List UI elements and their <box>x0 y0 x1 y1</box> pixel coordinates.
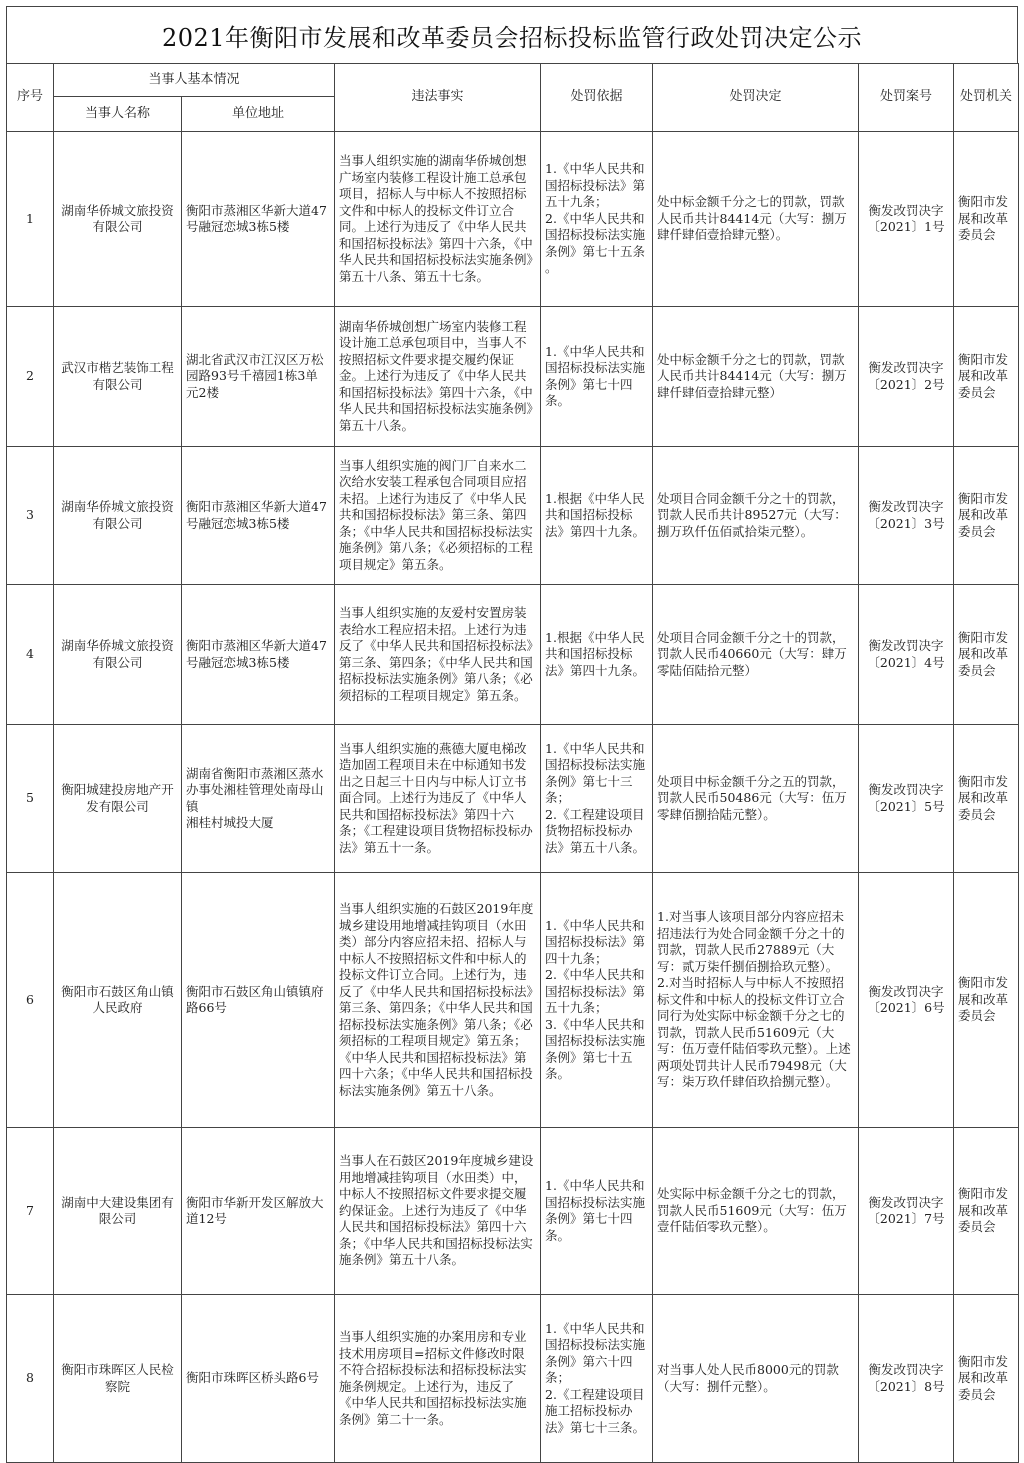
cell-authority: 衡阳市发展和改革委员会 <box>954 132 1019 307</box>
cell-decision: 处项目中标金额千分之五的罚款，罚款人民币50486元（大写：伍万零肆佰捌拾陆元整）。 <box>653 725 859 873</box>
header-party-group: 当事人基本情况 <box>54 64 335 97</box>
header-basis: 处罚依据 <box>541 64 653 132</box>
cell-case-no: 衡发改罚决字〔2021〕2号 <box>859 307 954 447</box>
cell-party-name: 湖南华侨城文旅投资有限公司 <box>54 132 182 307</box>
cell-authority: 衡阳市发展和改革委员会 <box>954 447 1019 585</box>
cell-party-name: 衡阳市石鼓区角山镇人民政府 <box>54 873 182 1128</box>
cell-case-no: 衡发改罚决字〔2021〕6号 <box>859 873 954 1128</box>
cell-facts: 当事人组织实施的友爱村安置房装表给水工程应招未招。上述行为违反了《中华人民共和国招标投标法》第三条、第四条；《中华人民共和国招标投标法实施条例》第八条；《必须招标的工程项目规定》第五条。 <box>335 585 541 725</box>
cell-authority: 衡阳市发展和改革委员会 <box>954 1295 1019 1463</box>
cell-decision: 处项目合同金额千分之十的罚款，罚款人民币40660元（大写：肆万零陆佰陆拾元整） <box>653 585 859 725</box>
cell-case-no: 衡发改罚决字〔2021〕4号 <box>859 585 954 725</box>
cell-address: 衡阳市石鼓区角山镇镇府路66号 <box>182 873 335 1128</box>
cell-case-no: 衡发改罚决字〔2021〕5号 <box>859 725 954 873</box>
header-case-no: 处罚案号 <box>859 64 954 132</box>
cell-facts: 当事人组织实施的湖南华侨城创想广场室内装修工程设计施工总承包项目，招标人与中标人不按照招标文件和中标人的投标文件订立合同。上述行为违反了《中华人民共和国招标投标法》第四十六条，《中华人民共和国招标投标法实施条例》第五十八条、第五十七条。 <box>335 132 541 307</box>
table-row <box>7 725 1019 873</box>
cell-basis: 1.《中华人民共和国招标投标法实施条例》第七十四条。 <box>541 307 653 447</box>
cell-party-name: 湖南华侨城文旅投资有限公司 <box>54 447 182 585</box>
cell-basis: 1.《中华人民共和国招标投标法实施条例》第六十四条； 2.《工程建设项目施工招标投标办法》第七十三条。 <box>541 1295 653 1463</box>
cell-party-name: 武汉市楷艺装饰工程有限公司 <box>54 307 182 447</box>
table-row <box>7 585 1019 725</box>
cell-address: 湖南省衡阳市蒸湘区蒸水办事处湘桂管理处南母山镇 湘桂村城投大厦 <box>182 725 335 873</box>
cell-basis: 1.《中华人民共和国招标投标法实施条例》第七十三条； 2.《工程建设项目货物招标投标办法》第五十八条。 <box>541 725 653 873</box>
cell-basis: 1.《中华人民共和国招标投标法》第五十九条； 2.《中华人民共和国招标投标法实施条例》第七十五条 。 <box>541 132 653 307</box>
table-row <box>7 1295 1019 1463</box>
cell-seq: 1 <box>7 132 54 307</box>
cell-basis: 1.《中华人民共和国招标投标法实施条例》第七十四条。 <box>541 1128 653 1295</box>
cell-seq: 5 <box>7 725 54 873</box>
cell-facts: 当事人在石鼓区2019年度城乡建设用地增减挂钩项目（水田类）中，中标人不按照招标文件要求提交履约保证金。上述行为违反了《中华人民共和国招标投标法》第四十六条；《中华人民共和国招标投标法实施条例》第五十八条。 <box>335 1128 541 1295</box>
cell-decision: 处实际中标金额千分之七的罚款，罚款人民币51609元（大写：伍万壹仟陆佰零玖元整）。 <box>653 1128 859 1295</box>
cell-authority: 衡阳市发展和改革委员会 <box>954 585 1019 725</box>
cell-facts: 当事人组织实施的办案用房和专业技术用房项目=招标文件修改时限不符合招标投标法和招标投标法实施条例规定。上述行为，违反了《中华人民共和国招标投标法实施条例》第二十一条。 <box>335 1295 541 1463</box>
cell-decision: 处中标金额千分之七的罚款，罚款人民币共计84414元（大写：捌万肆仟肆佰壹拾肆元整）。 <box>653 132 859 307</box>
table-row <box>7 307 1019 447</box>
cell-address: 湖北省武汉市江汉区万松园路93号千禧园1栋3单元2楼 <box>182 307 335 447</box>
cell-party-name: 湖南中大建设集团有限公司 <box>54 1128 182 1295</box>
cell-basis: 1.根据《中华人民共和国招标投标法》第四十九条。 <box>541 447 653 585</box>
cell-address: 衡阳市珠晖区桥头路6号 <box>182 1295 335 1463</box>
cell-case-no: 衡发改罚决字〔2021〕7号 <box>859 1128 954 1295</box>
cell-decision: 处中标金额千分之七的罚款，罚款人民币共计84414元（大写：捌万肆仟肆佰壹拾肆元整） <box>653 307 859 447</box>
table-header <box>7 64 1019 132</box>
header-address: 单位地址 <box>182 97 335 132</box>
cell-facts: 当事人组织实施的阀门厂自来水二次给水安装工程承包合同项目应招未招。上述行为违反了《中华人民共和国招标投标法》第三条、第四条；《中华人民共和国招标投标法实施条例》第八条；《必须招标的工程项目规定》第五条。 <box>335 447 541 585</box>
cell-seq: 3 <box>7 447 54 585</box>
cell-decision: 对当事人处人民币8000元的罚款（大写：捌仟元整）。 <box>653 1295 859 1463</box>
cell-facts: 当事人组织实施的石鼓区2019年度城乡建设用地增减挂钩项目（水田类）部分内容应招未招、招标人与中标人不按照招标文件和中标人的投标文件订立合同。上述行为，违反了《中华人民共和国招标投标法》第三条、第四条；《中华人民共和国招标投标法实施条例》第八条；《必须招标的工程项目规定》第五条；《中华人民共和国招标投标法》第四十六条；《中华人民共和国招标投标法实施条例》第五十八条。 <box>335 873 541 1128</box>
header-party-name: 当事人名称 <box>54 97 182 132</box>
cell-authority: 衡阳市发展和改革委员会 <box>954 1128 1019 1295</box>
cell-address: 衡阳市蒸湘区华新大道47号融冠恋城3栋5楼 <box>182 132 335 307</box>
cell-basis: 1.根据《中华人民共和国招标投标法》第四十九条。 <box>541 585 653 725</box>
cell-authority: 衡阳市发展和改革委员会 <box>954 873 1019 1128</box>
table-row <box>7 132 1019 307</box>
cell-seq: 2 <box>7 307 54 447</box>
table-row <box>7 1128 1019 1295</box>
cell-address: 衡阳市蒸湘区华新大道47号融冠恋城3栋5楼 <box>182 447 335 585</box>
table-row <box>7 447 1019 585</box>
cell-decision: 1.对当事人该项目部分内容应招未招违法行为处合同金额千分之十的罚款，罚款人民币27889元（大写：贰万柒仟捌佰捌拾玖元整）。 2.对当时招标人与中标人不按照招标文件和中标人的投标文件订立合同行为处实际中标金额千分之七的罚款，罚款人民币51609元（大写：伍万壹仟陆佰零玖元整）。上述两项处罚共计人民币79498元（大写：柒万玖仟肆佰玖拾捌元整）。 <box>653 873 859 1128</box>
cell-basis: 1.《中华人民共和国招标投标法》第四十九条； 2.《中华人民共和国招标投标法》第五十九条； 3.《中华人民共和国招标投标法实施条例》第七十五条。 <box>541 873 653 1128</box>
table-row <box>7 873 1019 1128</box>
penalty-table <box>6 63 1019 1463</box>
cell-case-no: 衡发改罚决字〔2021〕3号 <box>859 447 954 585</box>
cell-seq: 4 <box>7 585 54 725</box>
cell-case-no: 衡发改罚决字〔2021〕1号 <box>859 132 954 307</box>
cell-case-no: 衡发改罚决字〔2021〕8号 <box>859 1295 954 1463</box>
header-authority: 处罚机关 <box>954 64 1019 132</box>
cell-seq: 8 <box>7 1295 54 1463</box>
cell-party-name: 湖南华侨城文旅投资有限公司 <box>54 585 182 725</box>
header-seq: 序号 <box>7 64 54 132</box>
table-body <box>7 132 1019 1463</box>
cell-authority: 衡阳市发展和改革委员会 <box>954 725 1019 873</box>
cell-seq: 7 <box>7 1128 54 1295</box>
cell-decision: 处项目合同金额千分之十的罚款，罚款人民币共计89527元（大写：捌万玖仟伍佰贰拾柒元整）。 <box>653 447 859 585</box>
cell-facts: 湖南华侨城创想广场室内装修工程设计施工总承包项目中，当事人不按照招标文件要求提交履约保证金。上述行为违反了《中华人民共和国招标投标法》第四十六条，《中华人民共和国招标投标法实施条例》第五十八条。 <box>335 307 541 447</box>
cell-address: 衡阳市蒸湘区华新大道47号融冠恋城3栋5楼 <box>182 585 335 725</box>
header-facts: 违法事实 <box>335 64 541 132</box>
cell-authority: 衡阳市发展和改革委员会 <box>954 307 1019 447</box>
cell-party-name: 衡阳市珠晖区人民检察院 <box>54 1295 182 1463</box>
cell-party-name: 衡阳城建投房地产开发有限公司 <box>54 725 182 873</box>
cell-facts: 当事人组织实施的燕德大厦电梯改造加固工程项目未在中标通知书发出之日起三十日内与中标人订立书面合同。上述行为违反了《中华人民共和国招标投标法》第四十六条；《工程建设项目货物招标投标办法》第五十一条。 <box>335 725 541 873</box>
header-decision: 处罚决定 <box>653 64 859 132</box>
cell-seq: 6 <box>7 873 54 1128</box>
document-title: 2021年衡阳市发展和改革委员会招标投标监管行政处罚决定公示 <box>6 6 1018 63</box>
cell-address: 衡阳市华新开发区解放大道12号 <box>182 1128 335 1295</box>
